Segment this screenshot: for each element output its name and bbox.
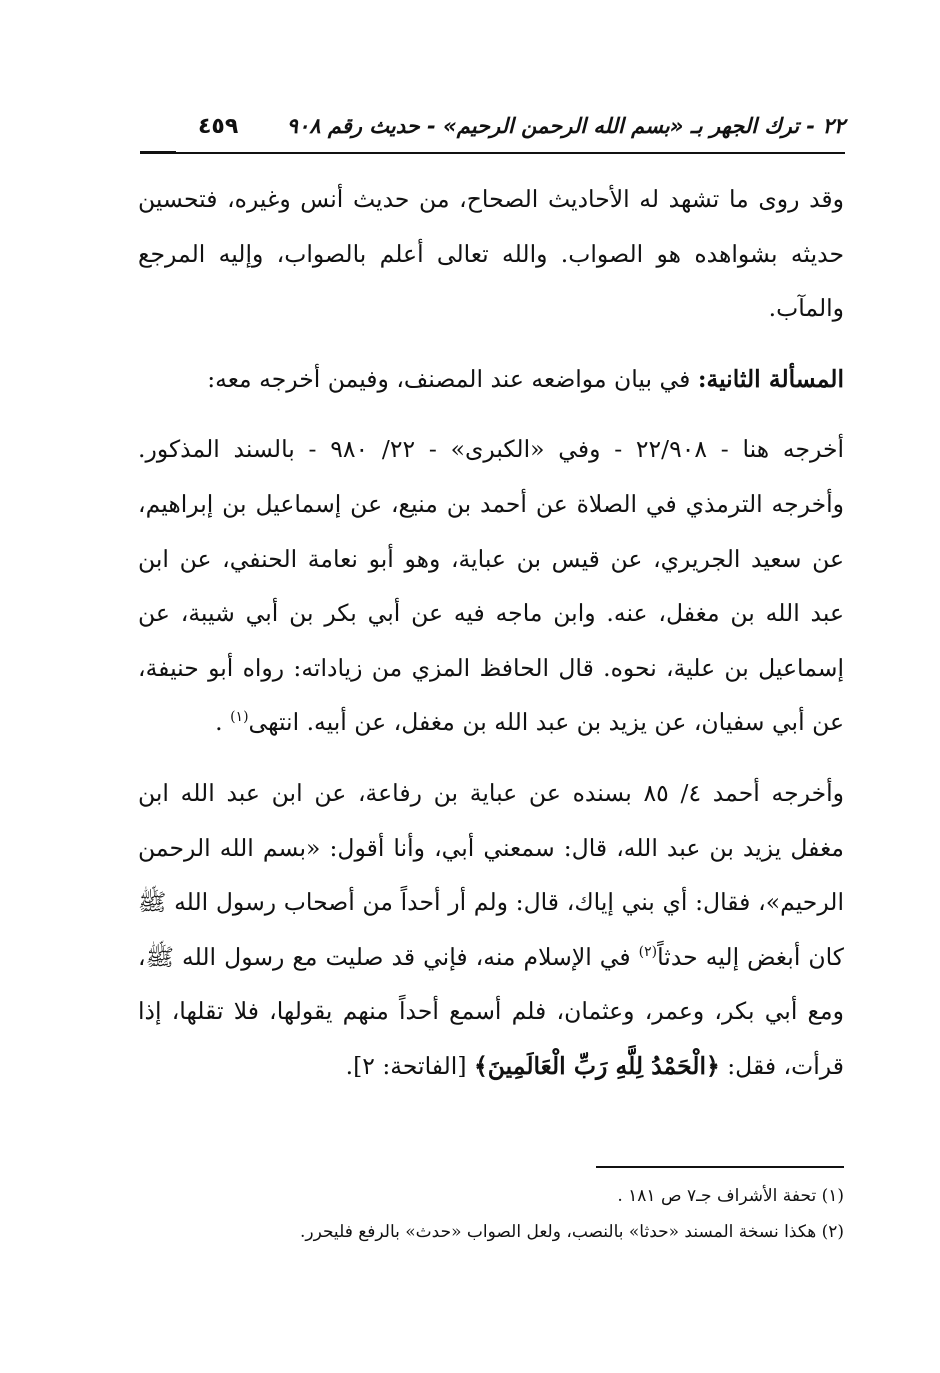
paragraph-4-text-a: وأخرجه أحمد ٤/ ٨٥ بسنده عن عباية بن رفاعة، عن ابن عبد الله ابن مغفل يزيد بن عبد الله، قال: سمعني أبي، وأنا أقول: «بسم الله الرحمن الرحيم»، فقال: أي بني إياك، قال: ولم أر أحداً من أصحاب رسول الله ﷺ كان أبغض إليه حدثاً: [138, 778, 845, 971]
footnote-ref-2: (٢): [638, 943, 658, 960]
section-heading: المسألة الثانية:: [697, 364, 844, 393]
main-text: [138, 172, 844, 1094]
header-separator-line: [240, 152, 388, 154]
paragraph-2: [138, 352, 844, 407]
paragraph-3-end: .: [215, 708, 231, 737]
page-header: [140, 108, 845, 158]
quran-verse: ﴿الْحَمْدُ لِلَّهِ رَبِّ الْعَالَمِينَ﴾: [473, 1051, 720, 1080]
page-number: ٤٥٩: [192, 114, 244, 139]
running-header-title: ٢٢ - ترك الجهر بـ «بسم الله الرحمن الرحيم» - حديث رقم ٩٠٨: [279, 114, 845, 138]
paragraph-3: [138, 422, 844, 750]
verse-reference: [الفاتحة: ٢].: [345, 1051, 474, 1080]
footnote-separator: [596, 1166, 844, 1168]
paragraph-3-text: أخرجه هنا - ٢٢/٩٠٨ - وفي «الكبرى» - ٢٢/ ٩٨٠ - بالسند المذكور. وأخرجه الترمذي في الصلاة عن أحمد بن منيع، عن إسماعيل بن إبراهيم، عن سعيد الجريري، عن قيس بن عباية، وهو أبو نعامة الحنفي، عن ابن عبد الله بن مغفل، عنه. وابن ماجه فيه عن أبي بكر بن أبي شيبة، عن إسماعيل بن علية، نحوه. قال الحافظ المزي من زياداته: رواه أبو حنيفة، عن أبي سفيان، عن يزيد بن عبد الله بن مغفل، عن أبيه. انتهى: [138, 435, 845, 737]
section-heading-text: في بيان مواضعه عند المصنف، وفيمن أخرجه معه:: [207, 364, 698, 393]
footnote-1: (١) تحفة الأشراف جـ٧ ص ١٨١ .: [617, 1186, 844, 1206]
paragraph-4: [138, 766, 844, 1094]
footnote-ref-1: (١): [230, 709, 249, 726]
footnotes: [138, 1178, 844, 1250]
paragraph-4-text-b: في الإسلام منه، فإني قد صليت مع رسول الله ﷺ، ومع أبي بكر، وعمر، وعثمان، فلم أسمع أحداً منهم يقولها، فلا تقلها، إذا قرأت، فقل:: [138, 942, 844, 1080]
footnote-2: (٢) هكذا نسخة المسند «حدثا» بالنصب، ولعل الصواب «حدث» بالرفع فليحرر.: [299, 1222, 844, 1242]
paragraph-1: وقد روى ما تشهد له الأحاديث الصحاح، من حديث أنس وغيره، فتحسين حديثه بشواهده هو الصواب. والله تعالى أعلم بالصواب، وإليه المرجع والمآب.: [138, 185, 844, 323]
header-dash: [140, 151, 176, 154]
